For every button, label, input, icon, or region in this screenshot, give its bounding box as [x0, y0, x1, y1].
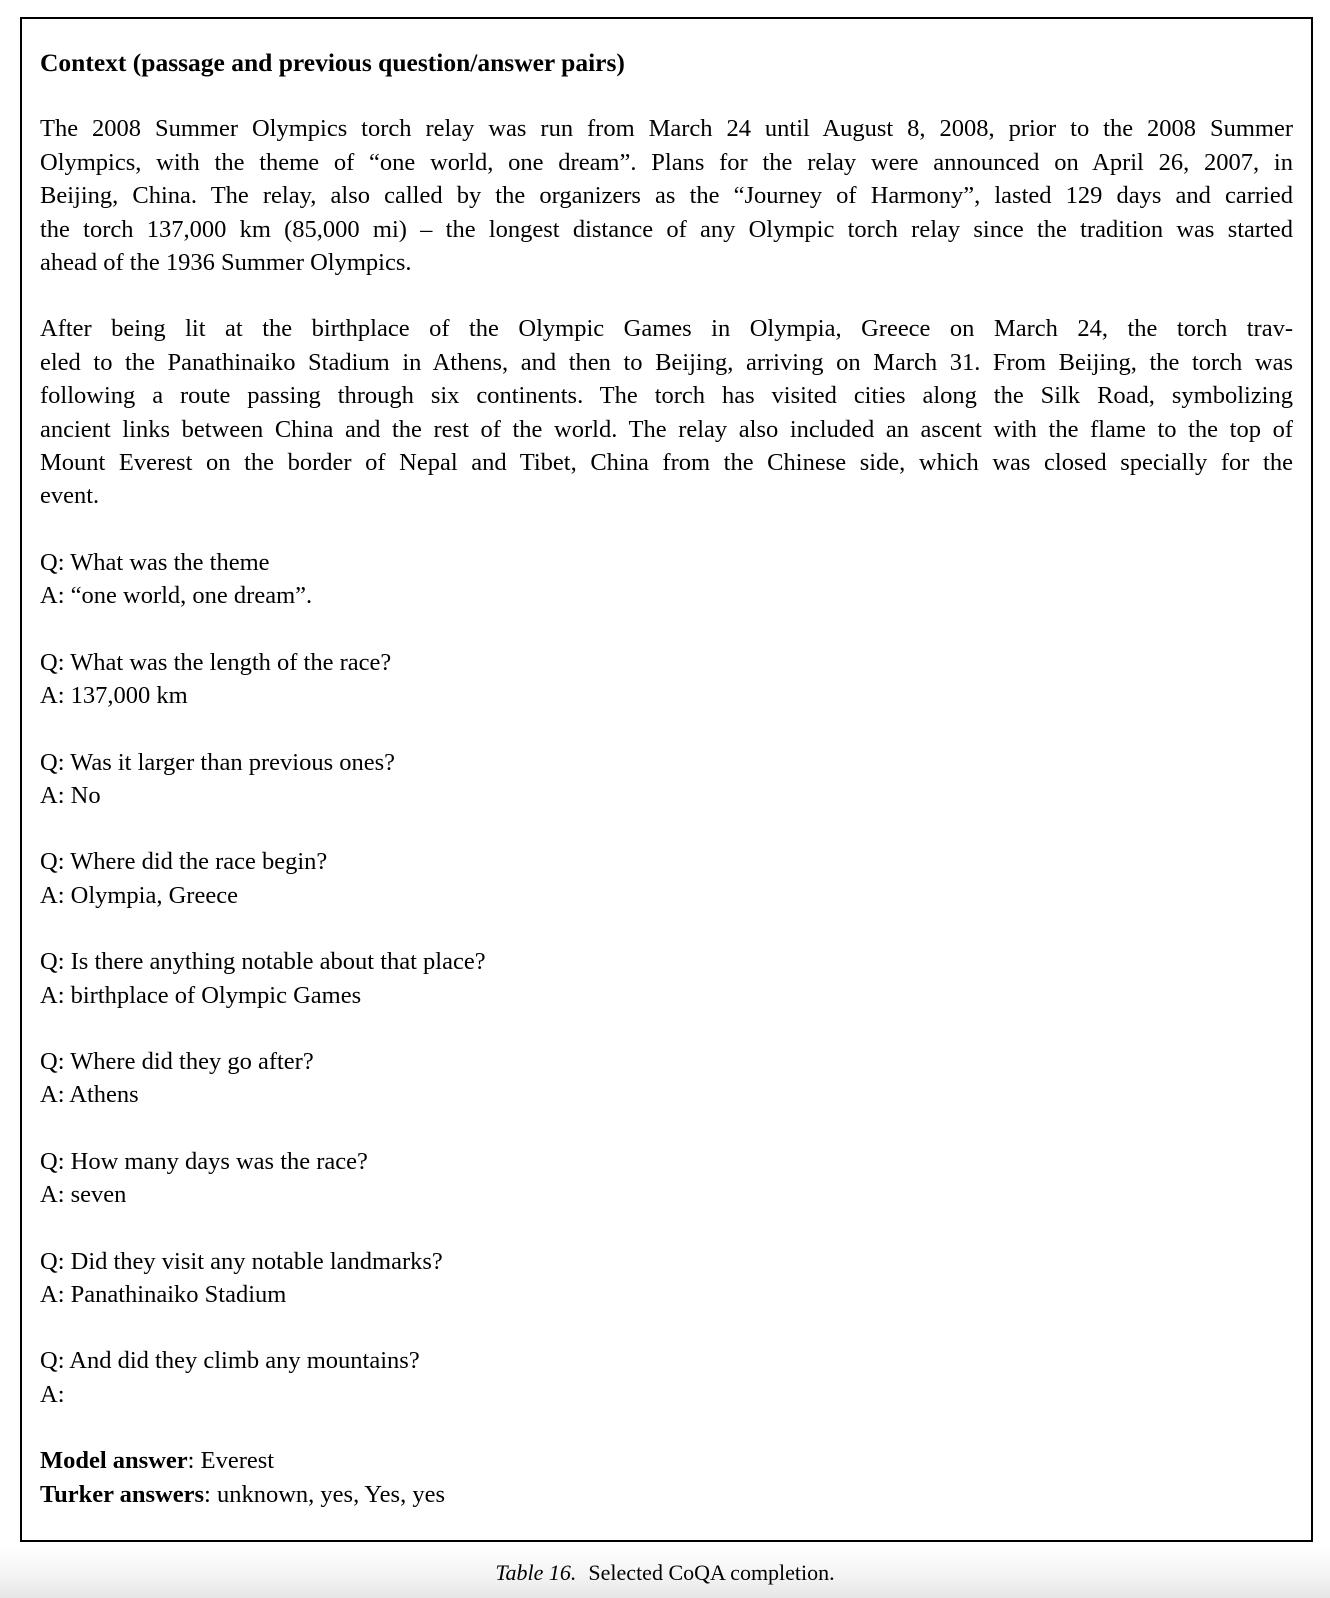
qa-answer: A: seven	[40, 1181, 127, 1209]
turker-answers-label: Turker answers	[40, 1480, 205, 1508]
passage-paragraph-2	[40, 312, 1293, 512]
qa-pair	[40, 1344, 1293, 1411]
paragraph-line: Mount Everest on the border of Nepal and Tibet, China from the Chinese side, which was closed specially for the	[40, 449, 1293, 477]
paragraph-line: ahead of the 1936 Summer Olympics.	[40, 249, 412, 277]
qa-answer: A: birthplace of Olympic Games	[40, 981, 362, 1009]
caption-text: Selected CoQA completion.	[588, 1560, 835, 1585]
paragraph-line: ancient links between China and the rest of the world. The relay also included an ascent with the flame to the top of	[40, 415, 1293, 443]
qa-answer: A: “one world, one dream”.	[40, 582, 313, 610]
qa-answer: A: Olympia, Greece	[40, 881, 238, 909]
qa-answer: A:	[40, 1380, 65, 1408]
qa-question: Q: Did they visit any notable landmarks?	[40, 1247, 443, 1275]
qa-answer: A: 137,000 km	[40, 682, 188, 710]
qa-answer: A: Panathinaiko Stadium	[40, 1280, 287, 1308]
qa-pair	[40, 546, 1293, 613]
qa-question: Q: Was it larger than previous ones?	[40, 748, 396, 776]
paragraph-line: The 2008 Summer Olympics torch relay was run from March 24 until August 8, 2008, prior to the 2008 Summer	[40, 115, 1293, 143]
qa-question: Q: Where did they go after?	[40, 1047, 314, 1075]
caption-label: Table 16.	[495, 1560, 577, 1585]
qa-question: Q: How many days was the race?	[40, 1147, 368, 1175]
qa-pair	[40, 945, 1293, 1012]
qa-pair	[40, 646, 1293, 713]
passage-paragraph-1	[40, 112, 1293, 279]
qa-list	[40, 546, 1293, 1411]
qa-answer: A: No	[40, 781, 101, 809]
turker-answers-value: unknown, yes, Yes, yes	[216, 1480, 445, 1508]
table-frame	[20, 17, 1313, 1542]
paragraph-line: event.	[40, 482, 100, 510]
qa-question: Q: What was the theme	[40, 548, 270, 576]
qa-pair	[40, 746, 1293, 813]
qa-pair	[40, 845, 1293, 912]
answers-block	[40, 1444, 1293, 1511]
paragraph-line: Olympics, with the theme of “one world, one dream”. Plans for the relay were announced on April 26, 2007, in	[40, 148, 1293, 176]
qa-answer: A: Athens	[40, 1081, 139, 1109]
qa-question: Q: Where did the race begin?	[40, 848, 328, 876]
context-heading: Context (passage and previous question/answer pairs)	[40, 48, 625, 77]
turker-answers-separator: :	[204, 1480, 217, 1508]
model-answer-line	[40, 1444, 1293, 1477]
paragraph-line: the torch 137,000 km (85,000 mi) – the longest distance of any Olympic torch relay since the tradition was started	[40, 215, 1293, 243]
paragraph-line: Beijing, China. The relay, also called by the organizers as the “Journey of Harmony”, lasted 129 days and carried	[40, 182, 1293, 210]
paragraph-line: following a route passing through six continents. The torch has visited cities along the Silk Road, symbolizing	[40, 382, 1293, 410]
qa-question: Q: What was the length of the race?	[40, 648, 392, 676]
qa-pair	[40, 1045, 1293, 1112]
paragraph-line: After being lit at the birthplace of the Olympic Games in Olympia, Greece on March 24, the torch trav-	[40, 315, 1293, 343]
qa-question: Q: Is there anything notable about that place?	[40, 948, 486, 976]
model-answer-label: Model answer	[40, 1447, 188, 1475]
qa-pair	[40, 1145, 1293, 1212]
turker-answers-line	[40, 1478, 1293, 1511]
model-answer-value: Everest	[200, 1447, 275, 1475]
qa-question: Q: And did they climb any mountains?	[40, 1347, 420, 1375]
qa-pair	[40, 1245, 1293, 1312]
table-caption	[0, 1558, 1330, 1588]
paragraph-line: eled to the Panathinaiko Stadium in Athens, and then to Beijing, arriving on March 31. From Beijing, the torch was	[40, 348, 1293, 376]
model-answer-separator: :	[187, 1447, 201, 1475]
